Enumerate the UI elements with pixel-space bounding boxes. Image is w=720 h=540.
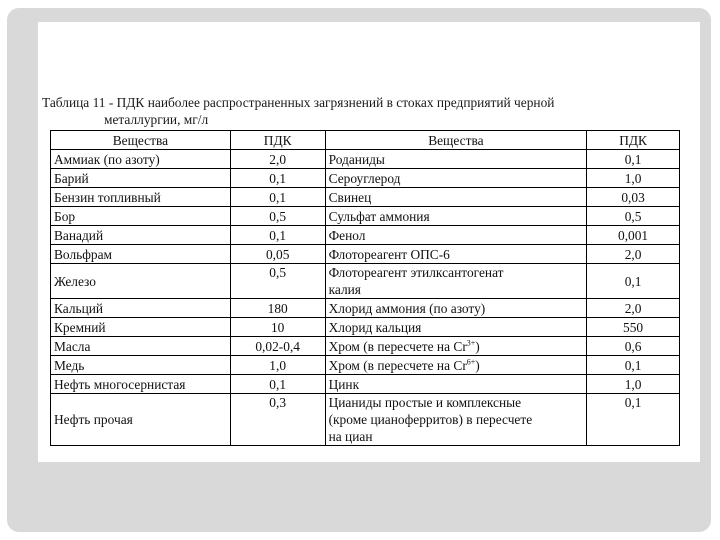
table-row: [51, 337, 680, 356]
pdk-left: 0,1: [230, 226, 325, 245]
table-row: [51, 356, 680, 375]
substance-right-line: Флотореагент этилксантогенат: [328, 265, 504, 280]
substance-right: Фенол: [325, 226, 587, 245]
pdk-left: 1,0: [230, 356, 325, 375]
pdk-left: 0,5: [230, 207, 325, 226]
table-row: [51, 264, 680, 299]
substance-right-line: калия: [328, 282, 361, 297]
substance-right: Сероуглерод: [325, 169, 587, 188]
pdk-right: 0,1: [587, 264, 680, 299]
pdk-right: 0,1: [587, 356, 680, 375]
header-pdk-left: ПДК: [230, 131, 325, 150]
substance-left: Бензин топливный: [51, 188, 231, 207]
table-header-row: [51, 131, 680, 150]
substance-left: Нефть прочая: [51, 394, 231, 446]
substance-right: Свинец: [325, 188, 587, 207]
substance-right: Хлорид аммония (по азоту): [325, 299, 587, 318]
substance-left: Кальций: [51, 299, 231, 318]
substance-right: [325, 264, 587, 299]
substance-left: Железо: [51, 264, 231, 299]
pdk-right: 0,03: [587, 188, 680, 207]
substance-left: Барий: [51, 169, 231, 188]
table-row: [51, 245, 680, 264]
table-row: [51, 150, 680, 169]
pdk-right: 0,001: [587, 226, 680, 245]
header-pdk-right: ПДК: [587, 131, 680, 150]
header-substance-right: Вещества: [325, 131, 587, 150]
pdk-left: 0,1: [230, 375, 325, 394]
table-caption: [42, 94, 662, 128]
caption-line-1: Таблица 11 - ПДК наиболее распространенных загрязнений в стоках предприятий черной: [42, 95, 555, 110]
pdk-left: 0,5: [230, 264, 325, 299]
pdk-left: 0,3: [230, 394, 325, 446]
substance-left: Вольфрам: [51, 245, 231, 264]
pdk-right: 550: [587, 318, 680, 337]
substance-right: Роданиды: [325, 150, 587, 169]
substance-right: Хлорид кальция: [325, 318, 587, 337]
pdk-left: 2,0: [230, 150, 325, 169]
substance-right: Флотореагент ОПС-6: [325, 245, 587, 264]
substance-right-line: Цианиды простые и комплексные: [328, 395, 522, 410]
substance-left: Аммиак (по азоту): [51, 150, 231, 169]
table-row: [51, 299, 680, 318]
substance-right: Сульфат аммония: [325, 207, 587, 226]
pdk-right: 0,6: [587, 337, 680, 356]
pdk-right: 1,0: [587, 375, 680, 394]
table-row: [51, 375, 680, 394]
substance-left: Кремний: [51, 318, 231, 337]
substance-right-text-end: ): [475, 357, 480, 373]
substance-left: Медь: [51, 356, 231, 375]
pdk-left: 10: [230, 318, 325, 337]
table-row: [51, 207, 680, 226]
substance-right: [325, 337, 587, 356]
substance-right-line: на циан: [328, 429, 373, 444]
caption-line-2: металлургии, мг/л: [104, 112, 209, 127]
substance-right-text: Хром (в пересчете на Cr: [328, 357, 467, 373]
pdk-right: 0,1: [587, 394, 680, 446]
substance-right: Цинк: [325, 375, 587, 394]
substance-right: [325, 394, 587, 446]
header-substance-left: Вещества: [51, 131, 231, 150]
substance-right: [325, 356, 587, 375]
pdk-left: 0,05: [230, 245, 325, 264]
substance-left: Ванадий: [51, 226, 231, 245]
substance-right-text: Хром (в пересчете на Cr: [328, 338, 467, 354]
table-row: [51, 226, 680, 245]
pdk-left: 0,1: [230, 188, 325, 207]
substance-left: Масла: [51, 337, 231, 356]
substance-right-text-end: ): [475, 338, 480, 354]
ion-charge: 6+: [466, 357, 476, 367]
substance-left: Нефть многосернистая: [51, 375, 231, 394]
pdk-right: 2,0: [587, 245, 680, 264]
substance-left: Бор: [51, 207, 231, 226]
pdk-right: 2,0: [587, 299, 680, 318]
ion-charge: 3+: [466, 338, 476, 348]
substance-right-line: (кроме цианоферритов) в пересчете: [328, 412, 533, 427]
pdk-left: 0,1: [230, 169, 325, 188]
pdk-right: 0,5: [587, 207, 680, 226]
table-row: [51, 188, 680, 207]
pdk-left: 180: [230, 299, 325, 318]
pdk-right: 0,1: [587, 150, 680, 169]
table-row: [51, 169, 680, 188]
table-row: [51, 394, 680, 446]
pdk-table: [50, 130, 680, 446]
pdk-right: 1,0: [587, 169, 680, 188]
table-row: [51, 318, 680, 337]
pdk-left: 0,02-0,4: [230, 337, 325, 356]
